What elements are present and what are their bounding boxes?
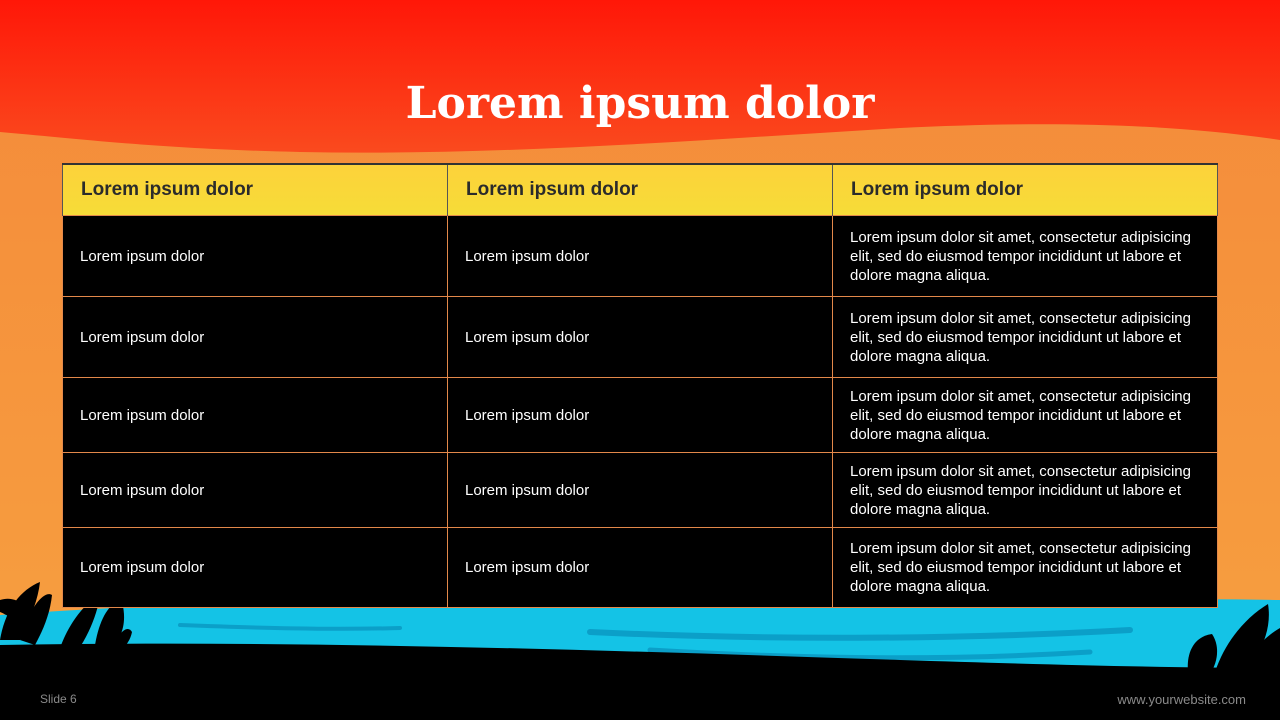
- table-cell: Lorem ipsum dolor: [448, 528, 833, 608]
- table-cell: Lorem ipsum dolor: [448, 378, 833, 453]
- table-cell-description: Lorem ipsum dolor sit amet, consectetur adipisicing elit, sed do eiusmod tempor incididunt ut labore et dolore magna aliqua.: [833, 528, 1218, 608]
- column-header: Lorem ipsum dolor: [63, 164, 448, 216]
- table-cell: Lorem ipsum dolor: [63, 216, 448, 297]
- table-row: [63, 453, 1218, 528]
- table-header-row: [63, 164, 1218, 216]
- table-cell-description: Lorem ipsum dolor sit amet, consectetur adipisicing elit, sed do eiusmod tempor incididunt ut labore et dolore magna aliqua.: [833, 378, 1218, 453]
- slide-title: Lorem ipsum dolor: [405, 78, 875, 129]
- column-header: Lorem ipsum dolor: [448, 164, 833, 216]
- table-cell: Lorem ipsum dolor: [63, 378, 448, 453]
- table-row: [63, 216, 1218, 297]
- table-cell: Lorem ipsum dolor: [63, 528, 448, 608]
- table-row: [63, 528, 1218, 608]
- table-cell-description: Lorem ipsum dolor sit amet, consectetur adipisicing elit, sed do eiusmod tempor incididunt ut labore et dolore magna aliqua.: [833, 297, 1218, 378]
- data-table: [62, 163, 1218, 608]
- table-row: [63, 378, 1218, 453]
- column-header: Lorem ipsum dolor: [833, 164, 1218, 216]
- table-cell: Lorem ipsum dolor: [448, 297, 833, 378]
- table-cell-description: Lorem ipsum dolor sit amet, consectetur adipisicing elit, sed do eiusmod tempor incididunt ut labore et dolore magna aliqua.: [833, 453, 1218, 528]
- table-cell: Lorem ipsum dolor: [63, 297, 448, 378]
- table-cell: Lorem ipsum dolor: [63, 453, 448, 528]
- website-link[interactable]: www.yourwebsite.com: [1117, 692, 1246, 707]
- table-cell-description: Lorem ipsum dolor sit amet, consectetur adipisicing elit, sed do eiusmod tempor incididunt ut labore et dolore magna aliqua.: [833, 216, 1218, 297]
- table-cell: Lorem ipsum dolor: [448, 453, 833, 528]
- table-row: [63, 297, 1218, 378]
- slide-number: Slide 6: [40, 692, 77, 706]
- table-cell: Lorem ipsum dolor: [448, 216, 833, 297]
